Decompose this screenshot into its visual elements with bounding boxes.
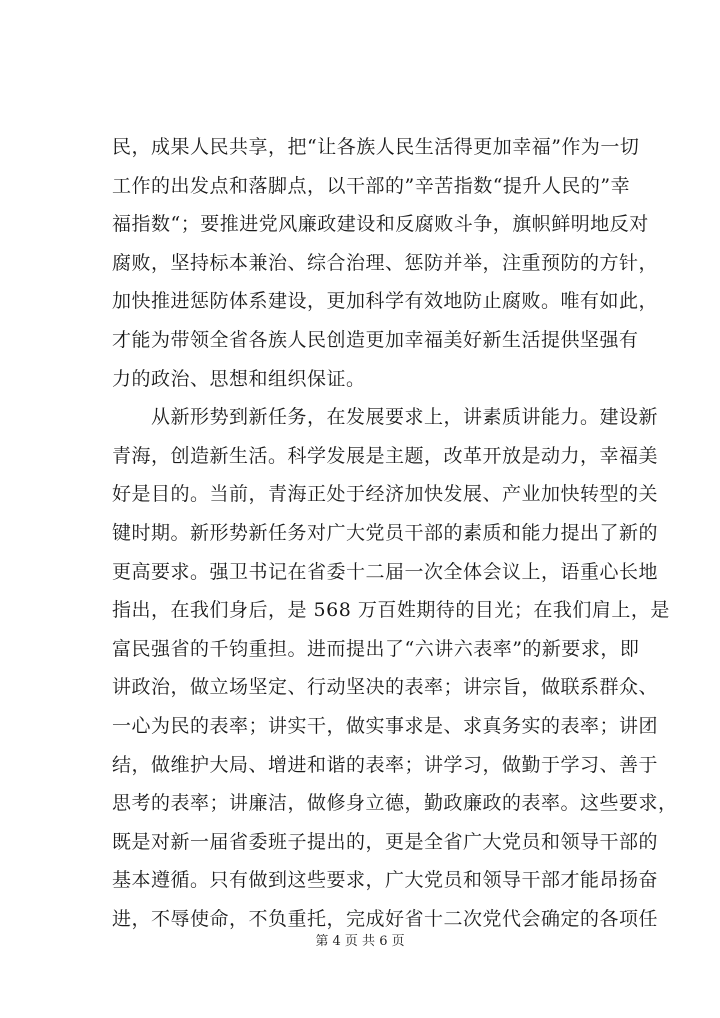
page-number: 第 4 页 共 6 页 xyxy=(315,934,405,949)
text-line: 工作的出发点和落脚点，以干部的”辛苦指数“提升人民的”幸 xyxy=(112,174,631,197)
text-line: 思考的表率；讲廉洁，做修身立德，勤政廉政的表率。这些要求， xyxy=(112,792,678,815)
text-line: 指出，在我们身后，是 568 万百姓期待的目光；在我们肩上，是 xyxy=(112,599,670,622)
page-footer xyxy=(0,930,720,949)
text-line: 加快推进惩防体系建设，更加科学有效地防止腐败。唯有如此， xyxy=(112,290,659,313)
text-line: 好是目的。当前，青海正处于经济加快发展、产业加快转型的关 xyxy=(112,483,659,506)
text-line: 力的政治、思想和组织保证。 xyxy=(112,367,366,390)
text-line: 才能为带领全省各族人民创造更加幸福美好新生活提供坚强有 xyxy=(112,328,639,351)
text-line: 进，不辱使命，不负重托，完成好省十二次党代会确定的各项任 xyxy=(112,907,659,930)
text-line: 基本遵循。只有做到这些要求，广大党员和领导干部才能昂扬奋 xyxy=(112,869,659,892)
text-line: 福指数“；要推进党风廉政建设和反腐败斗争，旗帜鲜明地反对 xyxy=(112,213,649,236)
text-line: 一心为民的表率；讲实干，做实事求是、求真务实的表率；讲团 xyxy=(112,714,659,737)
text-line: 键时期。新形势新任务对广大党员干部的素质和能力提出了新的 xyxy=(112,521,659,544)
text-line: 富民强省的千钧重担。进而提出了“六讲六表率”的新要求，即 xyxy=(112,637,640,660)
text-line: 既是对新一届省委班子提出的，更是全省广大党员和领导干部的 xyxy=(112,830,659,853)
text-line: 更高要求。强卫书记在省委十二届一次全体会议上，语重心长地 xyxy=(112,560,659,583)
text-line: 青海，创造新生活。科学发展是主题，改革开放是动力，幸福美 xyxy=(112,444,659,467)
text-line: 结，做维护大局、增进和谐的表率；讲学习，做勤于学习、善于 xyxy=(112,753,659,776)
text-line: 从新形势到新任务，在发展要求上，讲素质讲能力。建设新 xyxy=(112,406,659,429)
text-line: 民，成果人民共享，把“让各族人民生活得更加幸福”作为一切 xyxy=(112,136,640,158)
text-line: 腐败，坚持标本兼治、综合治理、惩防并举，注重预防的方针， xyxy=(112,251,659,274)
body-text xyxy=(112,128,678,938)
text-line: 讲政治，做立场坚定、行动坚决的表率；讲宗旨，做联系群众、 xyxy=(112,676,659,699)
